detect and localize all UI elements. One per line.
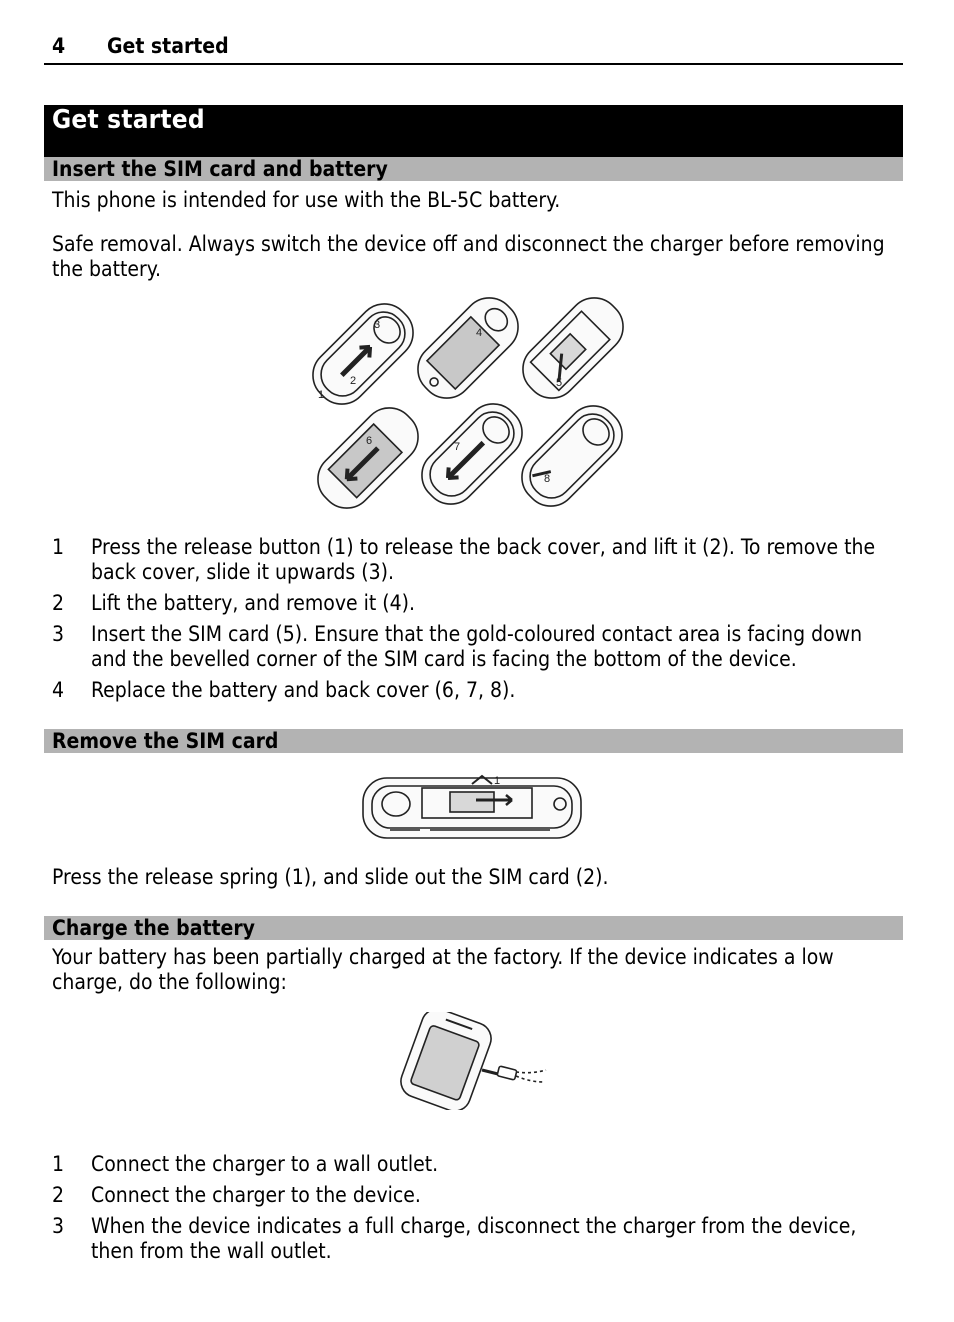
- list-item: [52, 1183, 902, 1208]
- fig-label: 2: [350, 375, 357, 387]
- section-heading-insert-text: Insert the SIM card and battery: [52, 157, 388, 181]
- phone-step-2: [407, 296, 529, 409]
- step-text: Lift the battery, and remove it (4).: [91, 591, 416, 615]
- header-rule: [44, 63, 903, 65]
- fig-label: 1: [494, 775, 501, 787]
- list-item: [52, 1152, 902, 1177]
- fig-label: 6: [366, 435, 373, 447]
- charger-connection-illustration: [394, 1012, 554, 1110]
- step-text: Connect the charger to the device.: [91, 1183, 421, 1207]
- insert-steps-list: [52, 535, 902, 709]
- charge-intro: Your battery has been partially charged at the factory. If the device indicates a low charge, do the following:: [52, 945, 834, 994]
- fig-label: 3: [374, 319, 381, 331]
- insert-intro: This phone is intended for use with the BL-5C battery.: [52, 188, 561, 212]
- chapter-title-bar: [44, 105, 903, 157]
- step-number: 2: [52, 1183, 65, 1207]
- running-header: [52, 34, 902, 62]
- fig-label: 8: [544, 473, 551, 485]
- list-item: [52, 535, 902, 585]
- step-text: When the device indicates a full charge, disconnect the charger from the device, then from the wall outlet.: [91, 1214, 857, 1263]
- fig-label: 5: [556, 377, 563, 389]
- phone-step-3: [512, 296, 634, 409]
- phone-step-6: [511, 395, 633, 516]
- phone-step-5: [411, 393, 533, 515]
- battery-insertion-illustration: [308, 296, 638, 516]
- list-item: [52, 591, 902, 616]
- step-number: 4: [52, 678, 65, 702]
- remove-sim-text: Press the release spring (1), and slide out the SIM card (2).: [52, 865, 609, 889]
- section-heading-charge-text: Charge the battery: [52, 916, 255, 940]
- page-number: 4: [52, 34, 66, 58]
- step-number: 3: [52, 622, 65, 646]
- step-text: Press the release button (1) to release the back cover, and lift it (2). To remove the back cover, slide it upwards (3).: [91, 535, 876, 584]
- phone-step-1: [308, 296, 424, 415]
- charge-steps-list: [52, 1152, 902, 1270]
- running-title: Get started: [107, 34, 229, 58]
- chapter-title: Get started: [52, 105, 205, 135]
- section-heading-charge: [44, 916, 903, 940]
- fig-label: 7: [454, 441, 461, 453]
- step-number: 1: [52, 1152, 65, 1176]
- section-heading-remove-sim-text: Remove the SIM card: [52, 729, 279, 753]
- fig-label: 1: [318, 389, 325, 401]
- safe-removal-note: Safe removal. Always switch the device off and disconnect the charger before removing the battery.: [52, 232, 885, 281]
- step-number: 3: [52, 1214, 65, 1238]
- list-item: [52, 622, 902, 672]
- fig-label: 4: [476, 327, 483, 339]
- remove-sim-illustration: [360, 770, 586, 844]
- phone-step-4: [308, 397, 429, 516]
- step-text: Insert the SIM card (5). Ensure that the gold-coloured contact area is facing down and the bevelled corner of the SIM card is facing the bottom of the device.: [91, 622, 863, 671]
- step-number: 1: [52, 535, 65, 559]
- list-item: [52, 1214, 902, 1264]
- list-item: [52, 678, 902, 703]
- section-heading-remove-sim: [44, 729, 903, 753]
- step-number: 2: [52, 591, 65, 615]
- step-text: Replace the battery and back cover (6, 7, 8).: [91, 678, 516, 702]
- section-heading-insert: [44, 157, 903, 181]
- step-text: Connect the charger to a wall outlet.: [91, 1152, 439, 1176]
